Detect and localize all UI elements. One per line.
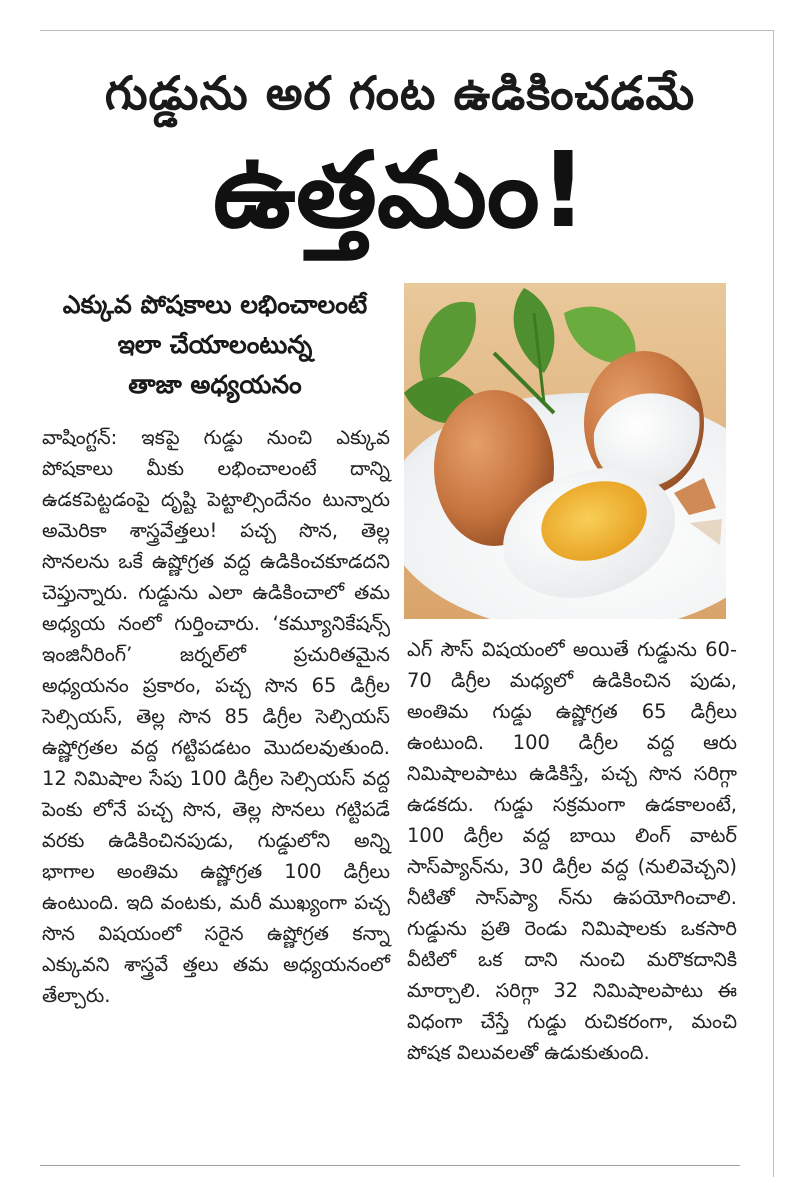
headline-line-2: ఉత్తమం!: [212, 129, 588, 251]
headline-line-1: గుడ్డును అర గంట ఉడికించడమే: [104, 66, 696, 120]
subheadline-line-3: తాజా అధ్యయనం: [128, 370, 302, 399]
subheadline: [40, 285, 390, 405]
subheadline-line-1: ఎక్కువ పోషకాలు లభించాలంటే: [62, 290, 368, 319]
bottom-divider: [40, 1165, 740, 1166]
subheadline-line-2: ఇలా చేయాలంటున్న: [117, 330, 313, 359]
article-body-right-column: ఎగ్ సౌస్ విషయంలో అయితే గుడ్డును 60-70 డిగ్రీల మధ్యలో ఉడికించిన పుడు, అంతిమ గుడ్డు ఉష్ణోగ్రత 65 డిగ్రీలు ఉంటుంది. 100 డిగ్రీల వద్ద ఆరు నిమిషాలపాటు ఉడికిస్తే, పచ్చ సొన సరిగ్గా ఉడకదు. గుడ్డు సక్రమంగా ఉడకాలంటే, 100 డిగ్రీల వద్ద బాయి లింగ్ వాటర్ సాస్‌ప్యాన్‌ను, 30 డిగ్రీల వద్ద (నులివెచ్చని) నీటితో సాస్‌ప్యా న్‌ను ఉపయోగించాలి. గుడ్డును ప్రతి రెండు నిమిషాలకు ఒకసారి వీటిలో ఒక దాని నుంచి మరొకదానికి మార్చాలి. సరిగ్గా 32 నిమిషాలపాటు ఈ విధంగా చేస్తే గుడ్డు రుచికరంగా, మంచి పోషక విలువలతో ఉడుకుతుంది.: [407, 638, 737, 1064]
top-divider: [40, 30, 774, 31]
article-body-left-column: వాషింగ్టన్: ఇకపై గుడ్డు నుంచి ఎక్కువ పోషకాలు మీకు లభించాలంటే దాన్ని ఉడకపెట్టడంపై దృష్టి పెట్టాల్సిందేనం టున్నారు అమెరికా శాస్త్రవేత్తలు! పచ్చ సొన, తెల్ల సొనలను ఒకే ఉష్ణోగ్రత వద్ద ఉడికించకూడదని చెప్తున్నారు. గుడ్డును ఎలా ఉడికించాలో తమ అధ్యయ నంలో గుర్తించారు. ‘కమ్యూనికేషన్స్ ఇంజినీరింగ్’ జర్నల్‌లో ప్రచురితమైన అధ్యయనం ప్రకారం, పచ్చ సొన 65 డిగ్రీల సెల్సియస్, తెల్ల సొన 85 డిగ్రీల సెల్సియస్ ఉష్ణోగ్రతల వద్ద గట్టిపడటం మొదలవుతుంది. 12 నిమిషాల సేపు 100 డిగ్రీల సెల్సియస్ వద్ద పెంకు లోనే పచ్చ సొన, తెల్ల సొనలు గట్టిపడే వరకు ఉడికించినపుడు, గుడ్డులోని అన్ని భాగాల అంతిమ ఉష్ణోగ్రత 100 డిగ్రీలు ఉంటుంది. ఇది వంటకు, మరీ ముఖ్యంగా పచ్చ సొన విషయంలో సరైన ఉష్ణోగ్రత కన్నా ఎక్కువని శాస్త్రవే త్తలు తమ అధ్యయనంలో తేల్చారు.: [42, 426, 390, 1007]
boiled-eggs-photo: [404, 283, 726, 619]
right-divider: [773, 30, 774, 1177]
